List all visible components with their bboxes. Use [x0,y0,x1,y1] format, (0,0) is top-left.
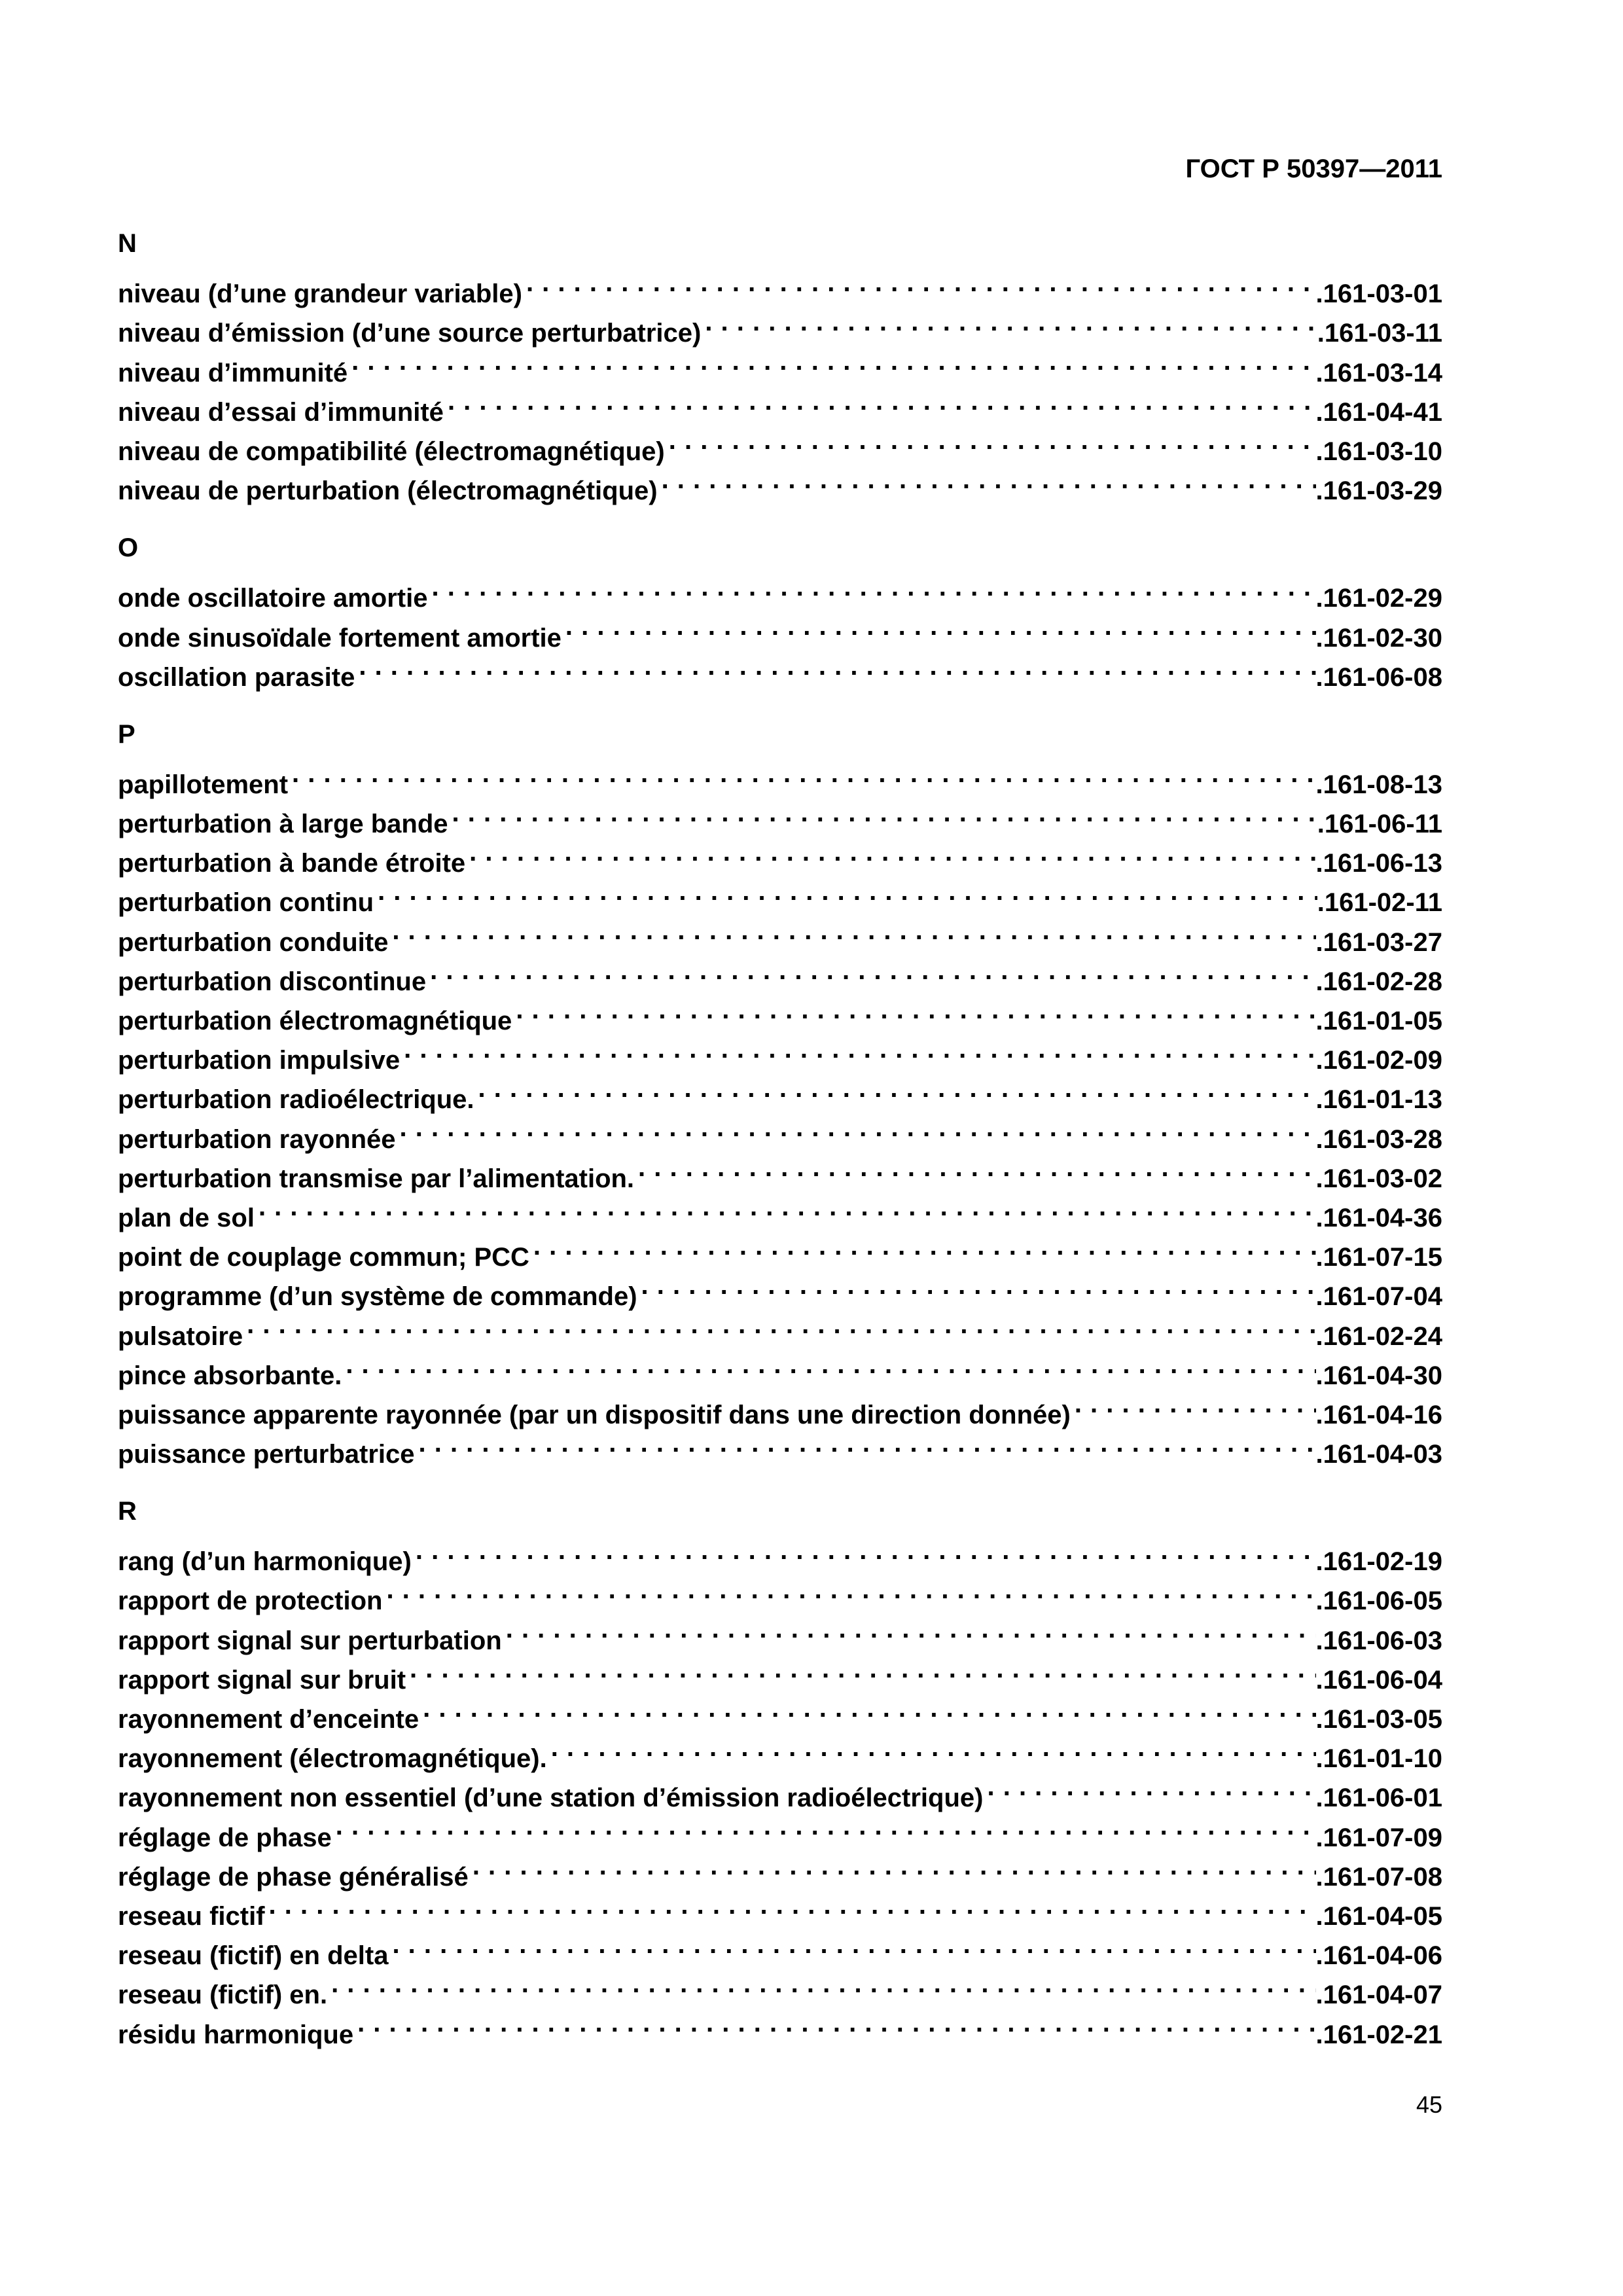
term-code: .161-04-36 [1315,1203,1442,1232]
term-code: .161-04-41 [1315,397,1442,427]
term-code: .161-04-07 [1315,1981,1442,2010]
dot-leader [669,421,1316,460]
term-code: .161-03-14 [1315,358,1442,387]
dot-leader [987,1767,1315,1806]
term-code: .161-03-27 [1315,927,1442,957]
term-code: .161-07-08 [1315,1862,1442,1892]
dot-leader [416,1531,1316,1570]
index-term: rapport signal sur bruit [118,1665,406,1695]
index-term: reseau fictif [118,1901,265,1931]
index-term: réglage de phase généralisé [118,1862,469,1892]
term-code: .161-03-11 [1317,319,1442,348]
index-entry [118,567,1442,613]
term-code: .161-03-10 [1315,437,1442,466]
index-term: résidu harmonique [118,2020,354,2049]
page-number: 45 [1416,2091,1442,2118]
index-term: puissance perturbatrice [118,1440,415,1469]
dot-leader [269,1886,1316,1925]
index-term: perturbation à bande étroite [118,849,466,878]
index-term: onde oscillatoire amortie [118,584,428,613]
index-term: niveau d’émission (d’une source perturbatrice) [118,319,702,348]
index-entry [118,1187,1442,1232]
dot-leader [473,1846,1316,1886]
dot-leader [526,263,1316,302]
index-term: plan de sol [118,1203,255,1232]
dot-leader [247,1305,1315,1344]
index-entry [118,793,1442,839]
dot-leader [359,647,1315,686]
index-term: niveau de compatibilité (électromagnétique) [118,437,665,466]
dot-leader [638,1148,1315,1187]
index-term: niveau d’immunité [118,358,348,387]
index-term: perturbation conduite [118,927,389,957]
term-code: .161-04-30 [1315,1361,1442,1390]
index-term: perturbation rayonnée [118,1124,396,1154]
dot-leader [423,1689,1315,1728]
term-code: .161-02-11 [1317,888,1442,918]
dot-leader [346,1345,1315,1384]
index-entry [118,754,1442,799]
term-code: .161-02-09 [1315,1046,1442,1075]
index-entry [118,263,1442,309]
dot-leader [431,567,1315,607]
dot-leader [351,342,1315,381]
dot-leader [357,2003,1315,2043]
index-term: rang (d’un harmonique) [118,1547,412,1577]
dot-leader [400,1108,1316,1147]
term-code: .161-01-13 [1315,1085,1442,1115]
index-term: oscillation parasite [118,662,355,692]
term-code: .161-06-04 [1315,1665,1442,1695]
term-code: .161-01-10 [1315,1744,1442,1774]
term-code: .161-07-04 [1315,1282,1442,1312]
document-header [118,154,1442,184]
standard-number: ГОСТ Р 50397—2011 [1185,154,1442,183]
term-code: .161-08-13 [1315,770,1442,799]
index-term: rayonnement non essentiel (d’une station d’émission radioélectrique) [118,1784,984,1813]
index-entry [118,1227,1442,1272]
dot-leader [551,1728,1316,1767]
dot-leader [1075,1384,1316,1424]
dot-leader [404,1030,1315,1069]
index-term: puissance apparente rayonnée (par un dispositif dans une direction donnée) [118,1400,1071,1429]
term-code: .161-02-19 [1315,1547,1442,1577]
term-code: .161-01-05 [1315,1007,1442,1035]
term-code: .161-07-09 [1315,1823,1442,1852]
term-code: .161-07-15 [1315,1243,1442,1272]
index-term: rapport de protection [118,1587,383,1616]
dot-leader [705,302,1317,342]
term-code: .161-03-29 [1315,476,1442,506]
index-term: perturbation transmise par l’alimentation. [118,1164,635,1193]
index-term: niveau de perturbation (électromagnétique) [118,476,658,506]
term-code: .161-06-08 [1315,662,1442,692]
index-entry [118,1925,1442,1971]
dot-leader [641,1266,1316,1305]
section-letter: R [118,1497,137,1526]
term-code: .161-06-03 [1315,1626,1442,1655]
index-entry [118,1886,1442,1931]
index-term: rayonnement d’enceinte [118,1705,419,1734]
index-term: papillotement [118,770,289,799]
term-code: .161-02-28 [1315,967,1442,996]
index-term: onde sinusoïdale fortement amortie [118,623,562,653]
index-term: point de couplage commun; PCC [118,1243,529,1272]
term-code: .161-03-28 [1315,1124,1442,1154]
dot-leader [430,951,1315,990]
term-code: .161-02-29 [1315,584,1442,613]
dot-leader [506,1609,1316,1649]
term-code: .161-04-06 [1315,1941,1442,1971]
term-code: .161-04-05 [1315,1901,1442,1931]
index-term: niveau d’essai d’immunité [118,397,444,427]
dot-leader [419,1424,1316,1463]
term-code: .161-02-30 [1315,623,1442,653]
index-term: perturbation radioélectrique. [118,1085,474,1115]
dot-leader [516,990,1315,1030]
dot-leader [386,1570,1315,1609]
term-code: .161-03-02 [1315,1164,1442,1193]
dot-leader [392,1925,1315,1964]
index-entry [118,1345,1442,1390]
index-term: programme (d’un système de commande) [118,1282,637,1312]
index-term: niveau (d’une grandeur variable) [118,279,522,309]
dot-leader [292,754,1315,793]
term-code: .161-03-05 [1315,1705,1442,1734]
index-term: pince absorbante. [118,1361,342,1390]
term-code: .161-06-13 [1315,849,1442,878]
section-letter: N [118,229,137,258]
dot-leader [478,1069,1316,1108]
section-letter: O [118,533,139,563]
dot-leader [336,1806,1316,1846]
index-term: perturbation impulsive [118,1046,401,1075]
index-entry [118,1531,1442,1577]
index-term: rayonnement (électromagnétique). [118,1744,547,1774]
dot-leader [565,607,1316,646]
index-term: reseau (fictif) en. [118,1981,328,2010]
index-term: perturbation discontinue [118,967,427,996]
dot-leader [452,793,1317,833]
section-letter: P [118,719,135,749]
index-term: rapport signal sur perturbation [118,1626,502,1655]
index-entry [118,1305,1442,1351]
dot-leader [378,872,1317,911]
index-term: perturbation continu [118,888,374,918]
index-term: perturbation électromagnétique [118,1007,512,1035]
dot-leader [469,833,1315,872]
term-code: .161-06-01 [1315,1784,1442,1813]
dot-leader [331,1964,1315,2003]
index-term: réglage de phase [118,1823,332,1852]
term-code: .161-02-24 [1315,1321,1442,1351]
dot-leader [259,1187,1316,1227]
term-code: .161-02-21 [1315,2020,1442,2049]
term-code: .161-06-05 [1315,1587,1442,1616]
alphabetical-index [118,224,1442,2049]
index-term: perturbation à large bande [118,810,448,839]
term-code: .161-04-16 [1315,1400,1442,1429]
term-code: .161-06-11 [1317,810,1442,839]
index-term: reseau (fictif) en delta [118,1941,389,1971]
index-term: pulsatoire [118,1321,243,1351]
dot-leader [662,460,1316,499]
dot-leader [392,911,1315,950]
dot-leader [410,1649,1315,1689]
term-code: .161-04-03 [1315,1440,1442,1469]
dot-leader [448,382,1316,421]
term-code: .161-03-01 [1315,279,1442,309]
dot-leader [533,1227,1316,1266]
